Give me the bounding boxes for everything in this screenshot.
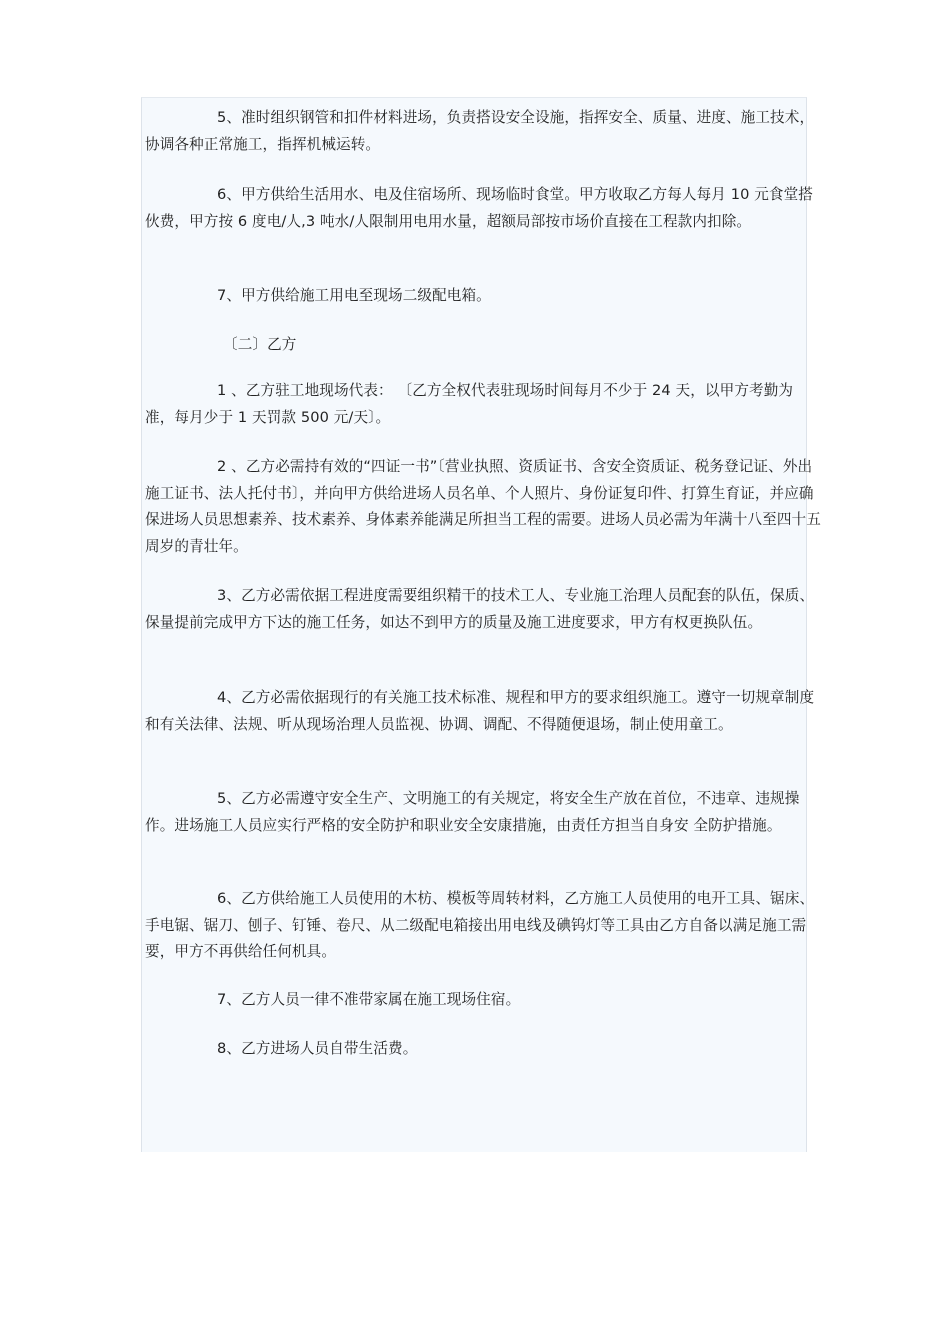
- paragraph-b4: 4、乙方必需依据现行的有关施工技术标准、规程和甲方的要求组织施工。遵守一切规章制度和有关法律、法规、听从现场治理人员监视、协调、调配、不得随便退场，制止使用童工。: [145, 689, 815, 733]
- paragraph-b6: 6、乙方供给施工人员使用的木枋、模板等周转材料，乙方施工人员使用的电开工具、锯床、手电锯、锯刀、刨子、钉锤、卷尺、从二级配电箱接出用电线及碘钨灯等工具由乙方自备以满足施工需要，甲方不再供给任何机具。: [145, 890, 815, 960]
- paragraph-b7: 7、乙方人员一律不准带家属在施工现场住宿。: [217, 991, 521, 1008]
- paragraph-b2: 2 、乙方必需持有效的“四证一书”〔营业执照、资质证书、含安全资质证、税务登记证、外出施工证书、法人托付书〕，并向甲方供给进场人员名单、个人照片、身份证复印件、打算生育证，并应确保进场人员思想素养、技术素养、身体素养能满足所担当工程的需要。进场人员必需为年满十八至四十五周岁的青壮年。: [145, 458, 821, 555]
- paragraph-a6: 6、甲方供给生活用水、电及住宿场所、现场临时食堂。甲方收取乙方每人每月 10 元食堂搭伙费，甲方按 6 度电/人,3 吨水/人限制用电用水量，超额局部按市场价直接在工程款内扣除。: [145, 186, 813, 230]
- paragraph-a7: 7、甲方供给施工用电至现场二级配电箱。: [217, 287, 491, 304]
- paragraph-b1: 1 、乙方驻工地现场代表： 〔乙方全权代表驻现场时间每月不少于 24 天，以甲方考勤为准，每月少于 1 天罚款 500 元/天〕。: [145, 382, 794, 426]
- section-heading-party-b: 〔二〕乙方: [223, 336, 297, 353]
- paragraph-a5: 5、准时组织钢管和扣件材料进场，负责搭设安全设施，指挥安全、质量、进度、施工技术，协调各种正常施工，指挥机械运转。: [145, 109, 815, 153]
- paragraph-b8: 8、乙方进场人员自带生活费。: [217, 1040, 418, 1057]
- paragraph-b3: 3、乙方必需依据工程进度需要组织精干的技术工人、专业施工治理人员配套的队伍，保质、保量提前完成甲方下达的施工任务，如达不到甲方的质量及施工进度要求，甲方有权更换队伍。: [145, 587, 815, 631]
- paragraph-b5: 5、乙方必需遵守安全生产、文明施工的有关规定，将安全生产放在首位，不违章、违规操作。进场施工人员应实行严格的安全防护和职业安全安康措施，由责任方担当自身安 全防护措施。: [145, 790, 800, 834]
- document-page: [141, 97, 821, 1152]
